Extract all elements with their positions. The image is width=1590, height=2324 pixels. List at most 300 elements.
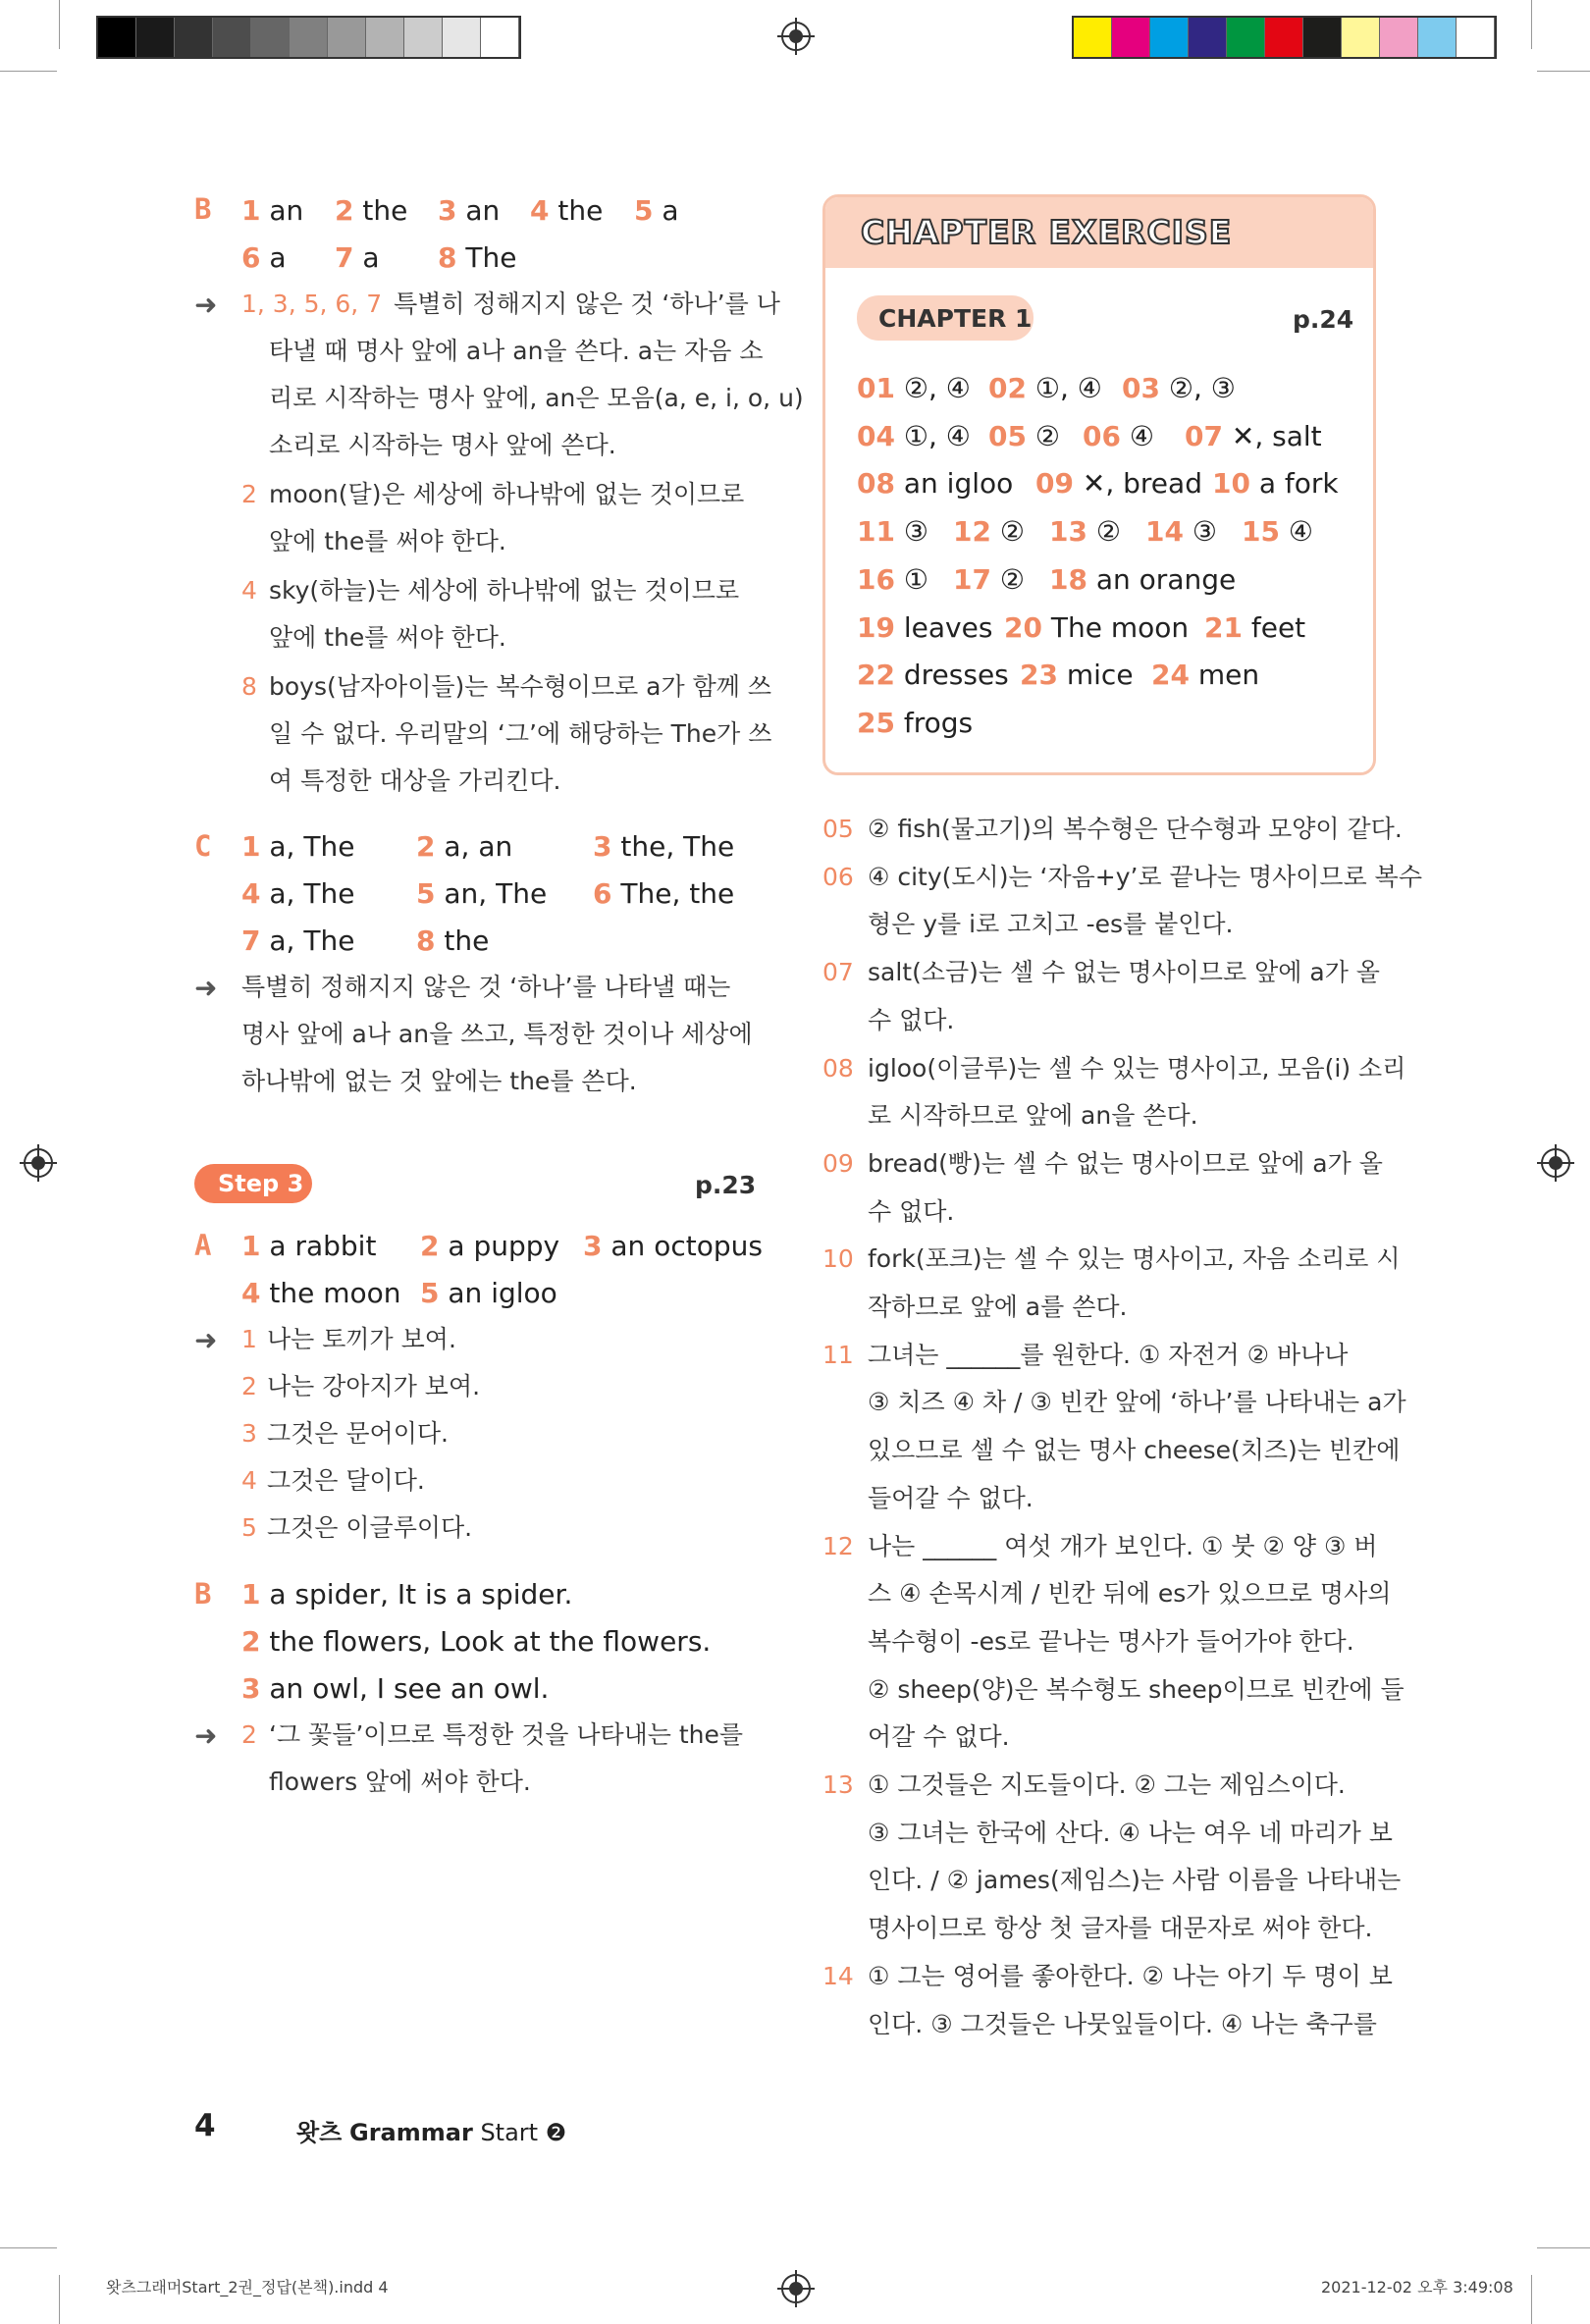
s3a-answer (420, 1230, 559, 1262)
b-exp-line (269, 375, 804, 422)
c-answer-text: a, The (269, 924, 355, 957)
c-exp-line: 특별히 정해지지 않은 것 ‘하나’를 나타낼 때는 (241, 973, 731, 1001)
ch-answer (988, 420, 1060, 452)
gray-swatch (175, 18, 213, 57)
step-3-label: Step 3 (218, 1170, 304, 1197)
s3b-answer-text: the flowers, Look at the flowers. (269, 1625, 712, 1658)
answer-gap (1042, 611, 1051, 644)
ch-answer-number: 01 (857, 372, 895, 404)
c-answer-text: the (444, 924, 490, 957)
ch-answer-number: 13 (1049, 515, 1087, 549)
c-exp-line: 명사 앞에 a나 an을 쓰고, 특정한 것이나 세상에 (241, 1020, 753, 1048)
s3a-exp-line (241, 1316, 456, 1363)
ch-answer (857, 659, 1009, 691)
b-answer (335, 241, 380, 274)
ch-answer-number: 03 (1122, 372, 1160, 404)
r-exp-line (822, 1523, 1377, 1570)
s3b-exp-number: 2 (241, 1720, 257, 1749)
b-answer (530, 194, 603, 227)
answer-gap (1190, 659, 1198, 691)
s3a-exp-line (241, 1457, 425, 1505)
r-exp-line (868, 1810, 1393, 1857)
s3a-exp-text: 그것은 달이다. (267, 1466, 425, 1495)
chapter-badge (857, 295, 1034, 341)
chapter-label: CHAPTER 1 (878, 304, 1033, 333)
book-title-start: Start (480, 2119, 539, 2146)
s3b-answer (241, 1672, 549, 1705)
s3a-exp-number: 4 (241, 1466, 257, 1495)
ch-answer-text: ②, ③ (1168, 372, 1236, 404)
b-answer-text: the (362, 194, 408, 227)
b-exp-line (269, 422, 616, 469)
ch-answer (1204, 611, 1305, 644)
r-exp-text: ① 그것들은 지도들이다. ② 그는 제임스이다. (868, 1770, 1346, 1799)
ch-answer-text: ③ (903, 515, 928, 549)
chapter-exercise-header (825, 197, 1373, 268)
answer-gap (895, 611, 904, 644)
c-answer-number: 1 (241, 830, 261, 863)
answer-gap (1160, 372, 1169, 404)
b-answer-number: 7 (335, 241, 354, 274)
c-answer (593, 830, 734, 863)
c-answer-text: The, the (620, 877, 735, 910)
s3a-answer-text: a puppy (448, 1230, 560, 1262)
b-exp-text: 특별히 정해지지 않은 것 ‘하나’를 나 (394, 290, 780, 318)
c-answer (593, 877, 734, 910)
ch-answer-number: 07 (1185, 419, 1223, 452)
answer-gap (1058, 659, 1067, 691)
answer-gap (991, 563, 1000, 596)
s3b-exp-text: ‘그 꽃들’이므로 특정한 것을 나타내는 the를 (269, 1720, 744, 1749)
r-exp-number: 06 (822, 862, 854, 891)
r-exp-line (822, 1332, 1348, 1379)
r-exp-number: 14 (822, 1961, 854, 1990)
r-exp-text: bread(빵)는 셀 수 없는 명사이므로 앞에 a가 올 (868, 1148, 1383, 1178)
s3b-exp-line (241, 1712, 743, 1759)
c-answer (241, 924, 354, 957)
ch-answer-text: men (1197, 659, 1260, 692)
ch-answer (857, 467, 1013, 500)
ch-answer-text: ✕, bread (1082, 467, 1202, 501)
answer-gap (1280, 515, 1289, 548)
s3a-exp-line (241, 1410, 449, 1457)
r-exp-line (868, 1379, 1406, 1426)
b-answer-number: 1 (241, 194, 261, 227)
b-exp-line (269, 328, 764, 375)
gray-swatch (213, 18, 251, 57)
r-exp-line (822, 1045, 1405, 1092)
ch-answer (988, 372, 1102, 404)
b-exp-text: 앞에 the를 써야 한다. (269, 527, 506, 555)
c-answer-text: a, The (269, 830, 355, 863)
answer-gap (991, 515, 1000, 548)
s3a-answer (241, 1277, 401, 1309)
r-exp-line (868, 1475, 1034, 1522)
b-exp-line (241, 567, 739, 614)
color-swatch (1112, 18, 1150, 57)
b-exp-line (241, 471, 744, 518)
section-b-label: B (194, 192, 212, 226)
color-swatch (1418, 18, 1457, 57)
arrow-icon: ➜ (194, 1324, 218, 1356)
b-answer (438, 194, 500, 227)
book-volume: ❷ (545, 2119, 567, 2146)
r-exp-text: igloo(이글루)는 셀 수 있는 명사이고, 모음(i) 소리 (868, 1053, 1406, 1083)
r-exp-text: 나는 ______ 여섯 개가 보인다. ① 붓 ② 양 ③ 버 (868, 1531, 1378, 1560)
color-swatch (1342, 18, 1380, 57)
gray-swatch (328, 18, 366, 57)
s3a-answer-text: a rabbit (269, 1230, 377, 1262)
ch-answer (1242, 515, 1313, 548)
gray-swatch (290, 18, 328, 57)
b-answer-text: a (269, 241, 287, 274)
r-exp-line (868, 1092, 1198, 1139)
r-exp-line (822, 1953, 1393, 2000)
s3a-exp-number: 1 (241, 1325, 257, 1353)
r-exp-text: ④ city(도시)는 ‘자음+y’로 끝나는 명사이므로 복수 (868, 862, 1422, 891)
b-answer (438, 241, 516, 274)
r-exp-line (822, 1236, 1401, 1283)
ch-answer-number: 06 (1083, 419, 1121, 452)
b-answer (241, 241, 287, 274)
r-exp-line (868, 1284, 1127, 1331)
ch-answer-text: ①, ④ (1034, 372, 1102, 404)
c-answer (241, 877, 354, 910)
r-exp-text: 형은 y를 i로 고치고 -es를 붙인다. (868, 910, 1234, 939)
s3a-answer (420, 1277, 557, 1309)
ch-answer-number: 05 (988, 419, 1027, 452)
ch-answer-number: 04 (857, 419, 895, 452)
b-exp-text: boys(남자아이들)는 복수형이므로 a가 함께 쓰 (269, 672, 771, 701)
b-answer-number: 8 (438, 241, 457, 274)
ch-answer-number: 25 (857, 706, 895, 739)
chapter-exercise-title: CHAPTER EXERCISE (861, 213, 1233, 251)
c-answer (241, 830, 354, 863)
s3a-exp-line (241, 1363, 480, 1410)
book-title (296, 2113, 566, 2147)
ch-answer-number: 14 (1145, 515, 1184, 549)
answer-gap (895, 467, 904, 500)
ch-answer (1212, 467, 1339, 500)
s3a-answer-text: an octopus (610, 1230, 763, 1262)
r-exp-text: 작하므로 앞에 a를 쓴다. (868, 1293, 1128, 1321)
b-answer-number: 6 (241, 241, 261, 274)
s3b-exp-text: flowers 앞에 써야 한다. (269, 1768, 531, 1796)
r-exp-text: ② sheep(양)은 복수형도 sheep이므로 빈칸에 들 (868, 1674, 1404, 1704)
chapter-exercise-box (822, 194, 1376, 775)
r-exp-line (822, 1140, 1383, 1188)
s3a-exp-number: 3 (241, 1419, 257, 1448)
b-answer-text: The (465, 241, 517, 274)
b-exp-number: 2 (241, 480, 257, 508)
book-title-ko: 왓츠 (296, 2119, 343, 2146)
c-answer-text: the, The (620, 830, 735, 863)
c-answer-number: 5 (416, 877, 436, 910)
ch-answer (1122, 372, 1236, 404)
ch-answer (953, 515, 1025, 548)
r-exp-text: 인다. / ② james(제임스)는 사람 이름을 나타내는 (868, 1866, 1402, 1895)
b-exp-line (269, 518, 506, 565)
step-3-page-ref: p.23 (695, 1171, 757, 1199)
b-exp-text: sky(하늘)는 세상에 하나밖에 없는 것이므로 (269, 576, 740, 605)
s3b-answer-text: an owl, I see an owl. (269, 1672, 550, 1705)
ch-answer (1083, 420, 1154, 452)
slug-date: 2021-12-02 오후 3:49:08 (1321, 2278, 1513, 2297)
b-answer-number: 4 (530, 194, 550, 227)
r-exp-line (868, 1188, 954, 1236)
arrow-icon: ➜ (194, 289, 218, 321)
r-exp-number: 13 (822, 1770, 854, 1799)
r-exp-text: 명사이므로 항상 첫 글자를 대문자로 써야 한다. (868, 1914, 1373, 1943)
b-exp-number: 1, 3, 5, 6, 7 (241, 290, 383, 318)
s3b-answer (241, 1625, 711, 1658)
b-exp-text: 소리로 시작하는 명사 앞에 쓴다. (269, 431, 616, 459)
registration-mark-bottom (781, 2274, 811, 2303)
b-answer-text: an (269, 194, 304, 227)
ch-answer-text: ② (999, 562, 1025, 596)
c-answer-number: 2 (416, 830, 436, 863)
s3a-exp-number: 2 (241, 1372, 257, 1400)
c-exp-line: 하나밖에 없는 것 앞에는 the를 쓴다. (241, 1067, 637, 1095)
ch-answer (1049, 563, 1236, 596)
c-answer-number: 7 (241, 924, 261, 957)
b-exp-text: 여 특정한 대상을 가리킨다. (269, 766, 561, 795)
registration-mark-left (24, 1148, 53, 1178)
gray-swatch (481, 18, 519, 57)
ch-answer-text: ② (1095, 515, 1121, 549)
ch-answer-number: 08 (857, 467, 895, 501)
ch-answer (1185, 420, 1322, 452)
b-exp-number: 8 (241, 672, 257, 701)
ch-answer (857, 372, 971, 404)
r-exp-text: 있으므로 셀 수 없는 명사 cheese(치즈)는 빈칸에 (868, 1436, 1401, 1465)
ch-answer-text: ②, ④ (903, 372, 971, 404)
s3b-answer (241, 1578, 572, 1611)
c-answer-text: a, The (269, 877, 355, 910)
answer-gap (1074, 467, 1083, 500)
color-swatch (1303, 18, 1342, 57)
ch-answer-number: 10 (1212, 467, 1250, 501)
ch-answer-text: ④ (1288, 515, 1313, 549)
answer-gap (895, 707, 904, 739)
r-exp-line (868, 1666, 1404, 1714)
s3b-exp-line (269, 1759, 531, 1806)
ch-answer (857, 707, 973, 739)
ch-answer-number: 22 (857, 659, 895, 692)
ch-answer-text: leaves (903, 610, 993, 644)
process-color-bar (1072, 16, 1497, 59)
s3a-answer-number: 3 (583, 1230, 603, 1262)
r-exp-number: 11 (822, 1340, 854, 1369)
s3b-answer-number: 1 (241, 1578, 261, 1611)
answer-gap (1121, 420, 1130, 452)
b-answer-number: 3 (438, 194, 457, 227)
b-answer (241, 194, 303, 227)
b-exp-line (269, 758, 560, 805)
ch-answer-number: 17 (953, 562, 991, 596)
r-exp-text: 스 ④ 손목시계 / 빈칸 뒤에 es가 있으므로 명사의 (868, 1579, 1392, 1609)
ch-answer-text: ①, ④ (903, 419, 971, 452)
color-swatch (1265, 18, 1303, 57)
ch-answer-text: dresses (903, 659, 1009, 692)
c-answer-number: 6 (593, 877, 612, 910)
ch-answer-number: 12 (953, 515, 991, 549)
answer-gap (1087, 563, 1096, 596)
c-answer-text: an, The (444, 877, 548, 910)
r-exp-text: fork(포크)는 셀 수 있는 명사이고, 자음 소리로 시 (868, 1244, 1401, 1274)
b-exp-line (241, 663, 771, 711)
gray-swatch (404, 18, 443, 57)
ch-answer-text: an igloo (903, 467, 1014, 501)
b-answer-text: a (662, 194, 679, 227)
r-exp-text: 들어갈 수 없다. (868, 1483, 1034, 1512)
arrow-icon: ➜ (194, 972, 218, 1004)
registration-mark-top (781, 22, 811, 51)
ch-answer-text: frogs (903, 706, 974, 739)
ch-answer-number: 02 (988, 372, 1027, 404)
b-exp-text: 타낼 때 명사 앞에 a나 an을 쓴다. a는 자음 소 (269, 337, 764, 365)
b-answer-text: the (557, 194, 604, 227)
ch-answer-number: 24 (1151, 659, 1190, 692)
c-answer (416, 924, 489, 957)
s3a-answer-number: 4 (241, 1277, 261, 1309)
section-c-label: C (194, 829, 212, 863)
gray-swatch (366, 18, 404, 57)
r-exp-line (868, 1905, 1372, 1952)
c-answer-number: 4 (241, 877, 261, 910)
r-exp-text: 어갈 수 없다. (868, 1722, 1010, 1752)
c-answer-number: 3 (593, 830, 612, 863)
ch-answer-text: ④ (1129, 419, 1154, 452)
color-swatch (1227, 18, 1265, 57)
r-exp-line (868, 2001, 1377, 2048)
ch-answer (1049, 515, 1121, 548)
r-exp-text: salt(소금)는 셀 수 없는 명사이므로 앞에 a가 올 (868, 958, 1380, 987)
color-swatch (1380, 18, 1418, 57)
r-exp-text: 복수형이 -es로 끝나는 명사가 들어가야 한다. (868, 1626, 1354, 1656)
r-exp-line (868, 1857, 1401, 1904)
b-exp-text: 앞에 the를 써야 한다. (269, 623, 506, 652)
answer-gap (895, 420, 904, 452)
s3a-answer-text: the moon (269, 1277, 401, 1309)
answer-gap (895, 659, 904, 691)
ch-answer (857, 515, 928, 548)
r-exp-line (868, 1427, 1400, 1474)
ch-answer-text: ③ (1192, 515, 1217, 549)
ch-answer-text: a fork (1258, 467, 1339, 501)
ch-answer-text: an orange (1095, 562, 1237, 596)
r-exp-text: 수 없다. (868, 1196, 955, 1226)
ch-answer-text: The moon (1050, 610, 1190, 644)
b-exp-line (269, 614, 506, 661)
s3a-answer-number: 5 (420, 1277, 440, 1309)
s3a-exp-text: 나는 강아지가 보여. (267, 1372, 481, 1400)
s3a-answer-text: an igloo (448, 1277, 557, 1309)
s3a-exp-line (241, 1505, 472, 1552)
chapter-page-ref: p.24 (1293, 305, 1354, 334)
r-exp-line (868, 1618, 1354, 1665)
ch-answer (1004, 611, 1189, 644)
b-exp-text: 일 수 없다. 우리말의 ‘그’에 해당하는 The가 쓰 (269, 719, 772, 748)
color-swatch (1074, 18, 1112, 57)
r-exp-text: 수 없다. (868, 1005, 955, 1034)
ch-answer (1020, 659, 1134, 691)
r-exp-line (822, 806, 1403, 853)
s3a-exp-text: 그것은 이글루이다. (267, 1513, 473, 1542)
answer-gap (1223, 420, 1232, 452)
b-answer-text: an (465, 194, 501, 227)
s3b-answer-text: a spider, It is a spider. (269, 1578, 573, 1611)
c-answer (416, 830, 512, 863)
answer-gap (895, 563, 904, 596)
ch-answer-number: 18 (1049, 562, 1087, 596)
ch-answer-number: 21 (1204, 610, 1243, 644)
ch-answer-number: 19 (857, 610, 895, 644)
r-exp-text: ① 그는 영어를 좋아한다. ② 나는 아기 두 명이 보 (868, 1961, 1393, 1990)
b-answer-number: 2 (335, 194, 354, 227)
ch-answer-number: 11 (857, 515, 895, 549)
b-answer-number: 5 (634, 194, 654, 227)
gray-swatch (136, 18, 175, 57)
book-title-grammar: Grammar (349, 2119, 473, 2146)
answer-gap (895, 515, 904, 548)
ch-answer (1035, 467, 1202, 500)
gray-swatch (251, 18, 290, 57)
b-exp-text: moon(달)은 세상에 하나밖에 없는 것이므로 (269, 480, 745, 508)
ch-answer (1145, 515, 1217, 548)
ch-answer-number: 15 (1242, 515, 1280, 549)
answer-gap (1243, 611, 1251, 644)
r-exp-text: ② fish(물고기)의 복수형은 단수형과 모양이 같다. (868, 815, 1403, 843)
ch-answer-text: ① (903, 562, 928, 596)
answer-gap (895, 372, 904, 404)
s3a-answer-number: 2 (420, 1230, 440, 1262)
ch-answer-text: ② (1034, 419, 1060, 452)
color-swatch (1457, 18, 1495, 57)
gray-swatch (443, 18, 481, 57)
ch-answer-number: 09 (1035, 467, 1074, 501)
c-answer-number: 8 (416, 924, 436, 957)
r-exp-line (822, 1762, 1346, 1809)
r-exp-line (868, 997, 954, 1044)
ch-answer-number: 23 (1020, 659, 1058, 692)
r-exp-number: 09 (822, 1148, 854, 1178)
r-exp-text: ③ 치즈 ④ 차 / ③ 빈칸 앞에 ‘하나’를 나타내는 a가 (868, 1388, 1406, 1417)
ch-answer-number: 16 (857, 562, 895, 596)
b-answer (335, 194, 407, 227)
b-exp-line (241, 281, 780, 328)
ch-answer-text: mice (1066, 659, 1134, 692)
ch-answer-text: ✕, salt (1231, 419, 1322, 452)
r-exp-line (868, 901, 1234, 948)
s3a-answer (241, 1230, 376, 1262)
s3b-answer-number: 3 (241, 1672, 261, 1705)
r-exp-number: 05 (822, 815, 854, 843)
r-exp-line (868, 1714, 1010, 1761)
answer-gap (1027, 372, 1035, 404)
gray-swatch (98, 18, 136, 57)
step3-section-a-label: A (194, 1229, 212, 1262)
color-swatch (1150, 18, 1189, 57)
ch-answer (857, 563, 928, 596)
ch-answer-number: 20 (1004, 610, 1042, 644)
r-exp-text: 그녀는 ______를 원한다. ① 자전거 ② 바나나 (868, 1340, 1349, 1369)
s3b-answer-number: 2 (241, 1625, 261, 1658)
r-exp-number: 08 (822, 1053, 854, 1083)
ch-answer-text: ② (999, 515, 1025, 549)
c-answer-text: a, an (444, 830, 513, 863)
s3a-answer-number: 1 (241, 1230, 261, 1262)
